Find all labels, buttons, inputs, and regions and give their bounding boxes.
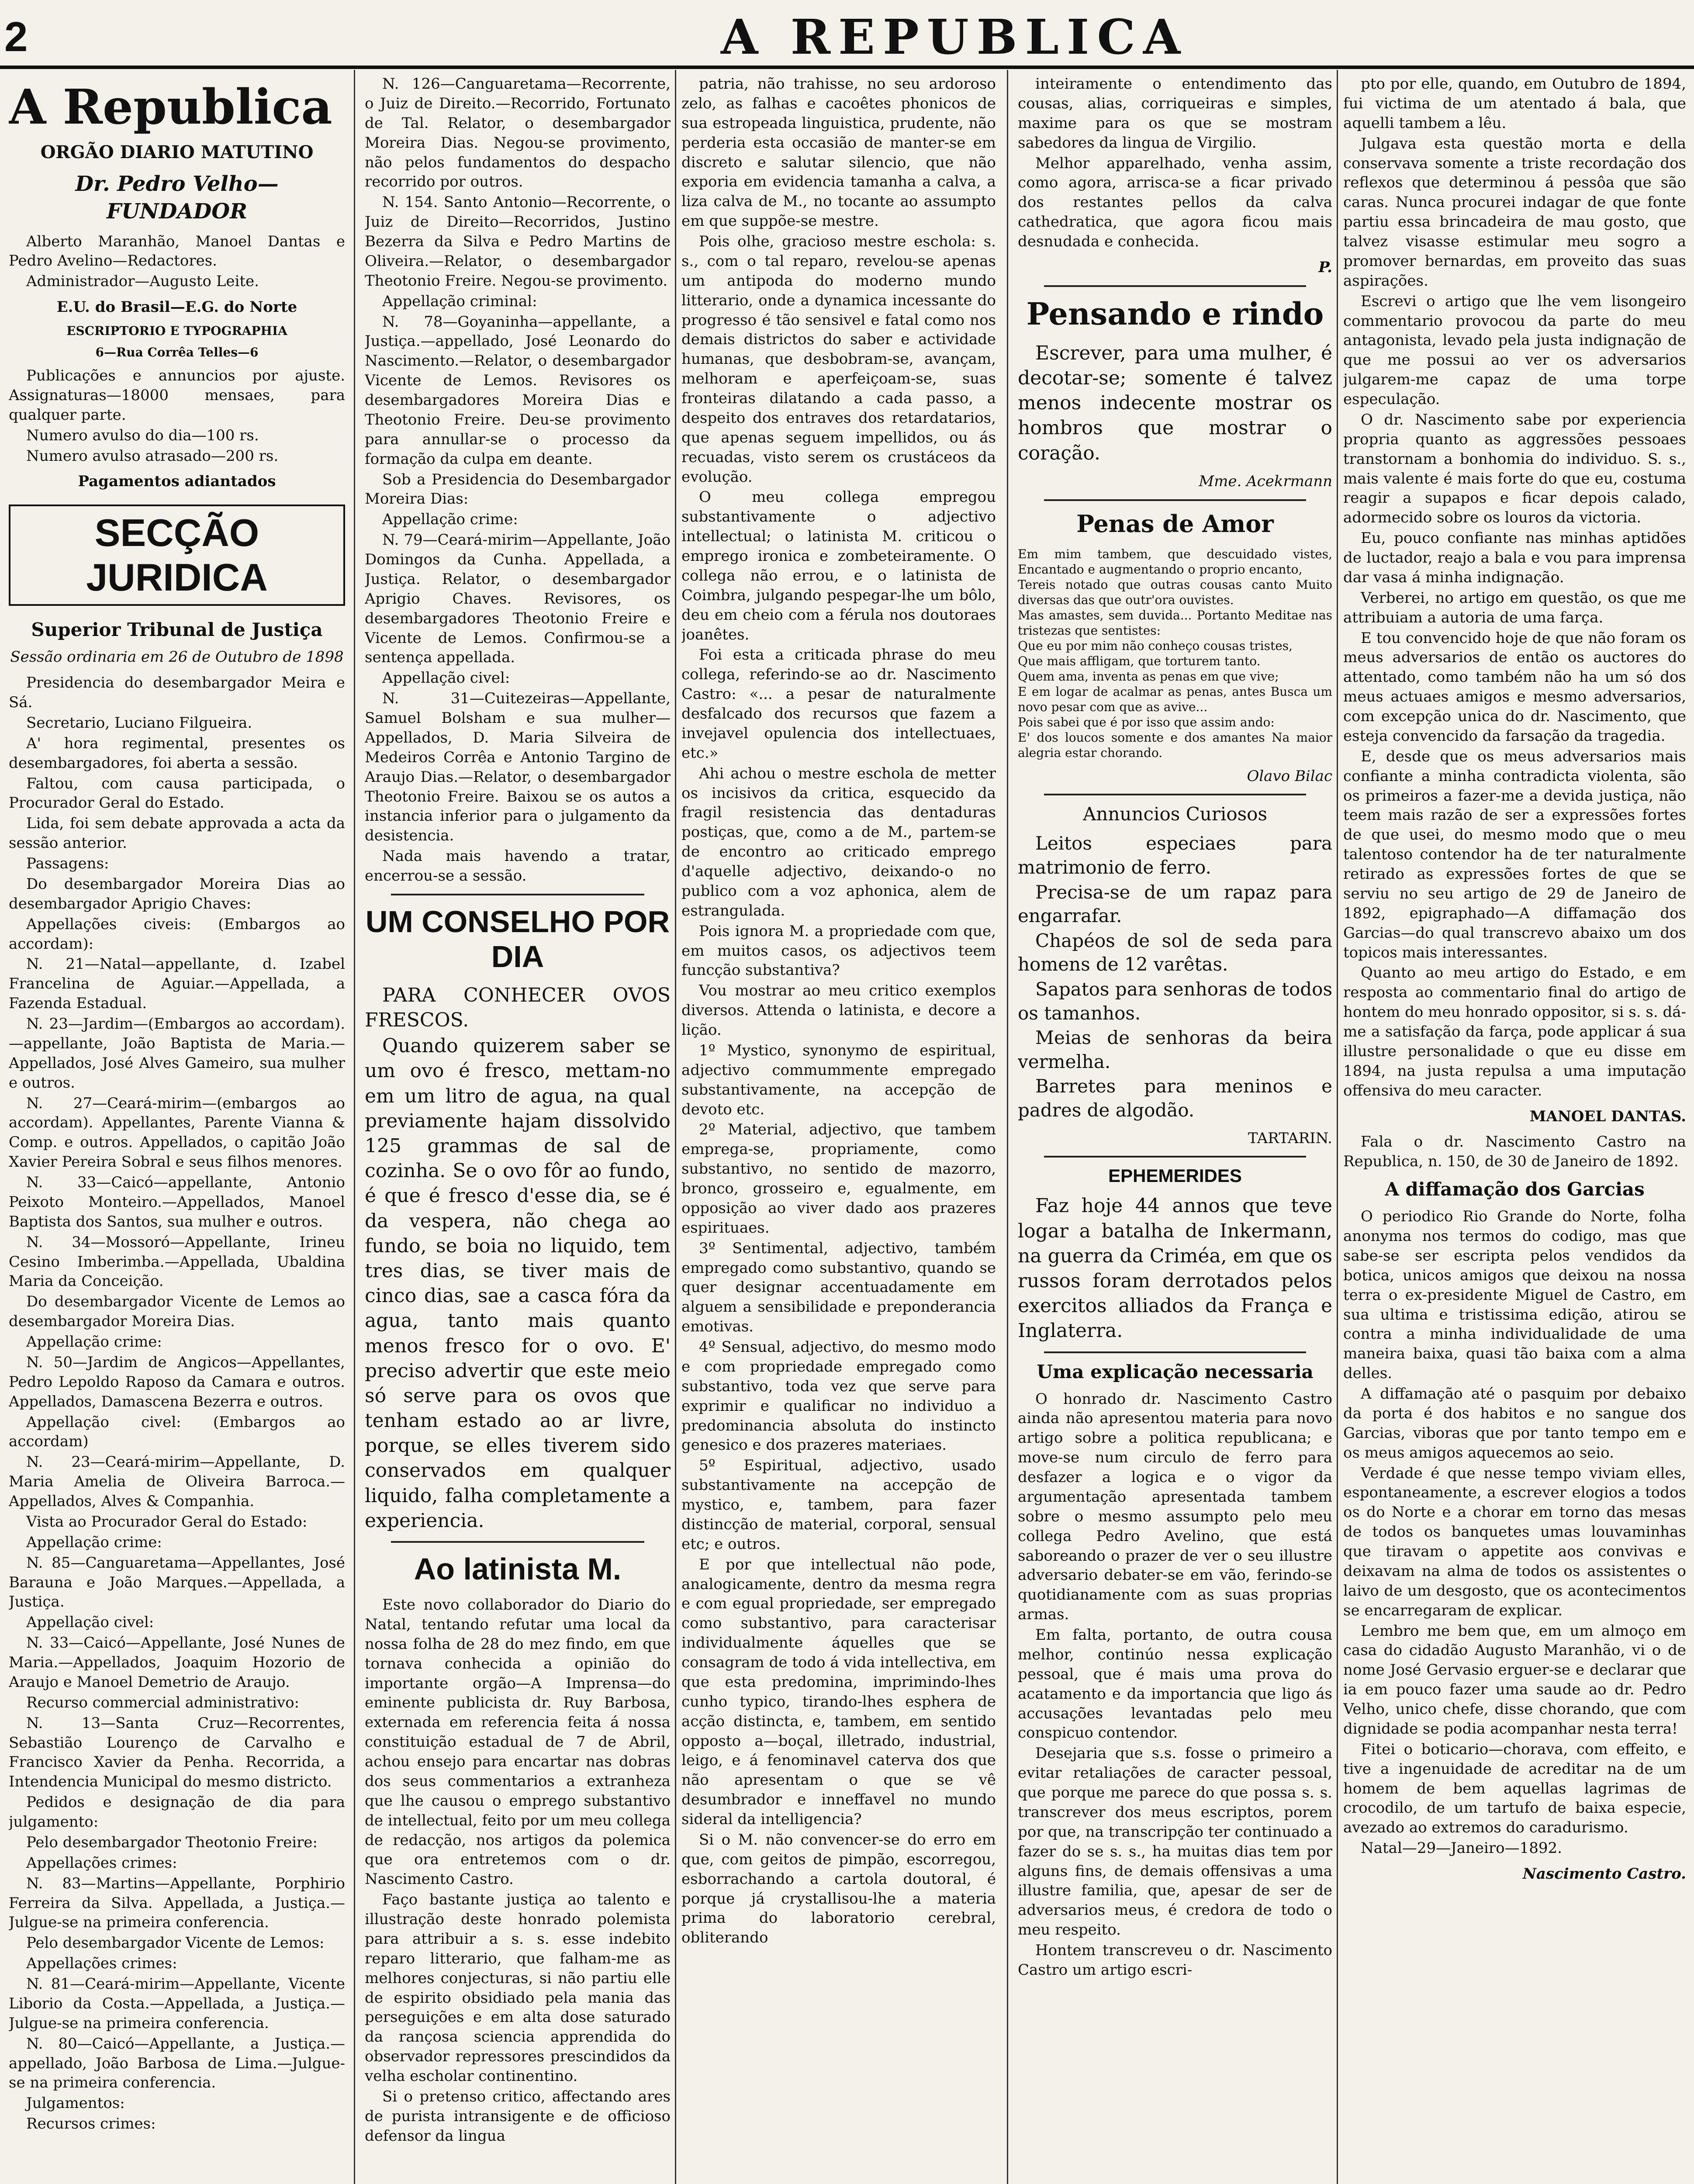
text-paragraph: N. 23—Ceará-mirim—Appellante, D. Maria Amelia de Oliveira Barroca.—Appellados, Alves & Companhia.	[9, 1453, 345, 1510]
pensando-text: Escrever, para uma mulher, é decotar-se; somente é talvez menos indecente mostrar os hombros que mostrar o coração.	[1018, 342, 1332, 464]
text-paragraph: Do desembargador Moreira Dias ao desembargador Aprigio Chaves:	[9, 875, 345, 912]
text-paragraph: N. 33—Caicó—Appellante, José Nunes de Maria.—Appellados, Joaquim Hozorio de Araujo e Manoel Demetrio de Araujo.	[9, 1634, 345, 1691]
latinista-heading: Ao latinista M.	[414, 1552, 622, 1586]
text-paragraph: Vista ao Procurador Geral do Estado:	[26, 1513, 308, 1531]
text-paragraph: Vou mostrar ao meu critico exemplos diversos. Attenda o latinista, e decore a lição.	[681, 982, 996, 1039]
divider	[1044, 1156, 1306, 1158]
text-paragraph: Appellação civel:	[26, 1614, 154, 1631]
text-paragraph: Do desembargador Vicente de Lemos ao desembargador Moreira Dias.	[9, 1293, 345, 1330]
text-paragraph: Pois ignora M. a propriedade com que, em muitos casos, os adjectivos teem funcção substantiva?	[681, 922, 996, 979]
paper-name: A Republica	[9, 79, 332, 135]
text-paragraph: Pois olhe, gracioso mestre eschola: s. s., com o tal reparo, revelou-se apenas um antipoda do moderno mundo litterario, onde a dynamica incessante do progresso é tão sensivel e fatal como nos demais districtos do saber e actividade humanas, que desbobram-se, avançam, melhoram e aperfeiçoam-se, suas fronteiras dilatando a cada passo, a despeito dos entraves dos retardatarios, que apenas seguem impellidos, ou ás recuadas, visto serem os crustáceos da evolução.	[681, 233, 996, 486]
text-paragraph: 1º Mystico, synonymo de espiritual, adjectivo commummente empregado substantivamente, na accepção de devoto etc.	[681, 1041, 996, 1118]
text-paragraph: Appellação crime:	[382, 511, 518, 529]
divider	[1044, 285, 1306, 287]
text-paragraph: Si o pretenso critico, affectando ares de purista intransigente e de officioso defensor da lingua	[365, 2087, 671, 2145]
text-paragraph: Verdade é que nesse tempo viviam elles, espontaneamente, a escrever elogios a todos os do Norte e a chorar em torno das mesas de todos os banquetes umas louvaminhas que tiravam o appetite aos convivas e deixavam na alma de todos os assistentes o laivo de um desgosto, que os acontecimentos se encarregaram de explicar.	[1343, 1464, 1686, 1619]
text-paragraph: N. 33—Caicó—appellante, Antonio Peixoto Monteiro.—Appellados, Manoel Baptista dos Santos, sua mulher e outros.	[9, 1174, 345, 1230]
masthead	[0, 0, 1694, 69]
text-paragraph: Si o M. não convencer-se do erro em que, com geitos de pimpão, escorregou, esborrachando a cartola doutoral, é porque já crystallisou-lhe a materia prima do laboratorio cerebral, obliterando	[681, 1831, 996, 1947]
text-paragraph: Foi esta a criticada phrase do meu collega, referindo-se ao dr. Nascimento Castro: «... a pesar de naturalmente desfalcado dos recursos que fazem a invejavel opulencia dos intellectuaes, etc.»	[681, 646, 996, 762]
column-rule	[675, 70, 676, 2184]
text-paragraph: N. 83—Martins—Appellante, Porphirio Ferreira da Silva. Appellada, a Justiça.—Julgue-se na primeira conferencia.	[9, 1874, 345, 1932]
divider	[391, 1541, 644, 1543]
explicacao-text	[1018, 1389, 1332, 1980]
price-today: Numero avulso do dia—100 rs.	[26, 426, 259, 444]
text-paragraph: Leitos especiaes para matrimonio de ferro.	[1018, 833, 1332, 878]
text-paragraph: pto por elle, quando, em Outubro de 1894, fui victima de um atentado á bala, que aquelli tambem a lêu.	[1343, 75, 1686, 132]
text-paragraph: Recursos crimes:	[26, 2115, 156, 2133]
garcias-text	[1343, 1207, 1686, 1838]
divider	[1044, 1351, 1306, 1353]
text-paragraph: Em falta, portanto, de outra cousa melhor, continúo nessa explicação pessoal, que é mais uma prova do acatamento e da importancia que ligo ás accusações levantadas pelo meu conspicuo contendor.	[1018, 1626, 1332, 1742]
editors: Alberto Maranhão, Manoel Dantas e Pedro Avelino—Redactores.	[9, 232, 345, 270]
latinista-end	[1018, 74, 1332, 252]
text-paragraph: O meu collega empregou substantivamente o adjectivo intellectual; o latinista M. criticou o emprego ironica e zombeteiramente. O collega não errou, e o latinista de Coimbra, julgando pespegar-lhe um bôlo, deu em cheio com a férula nos doutoraes joanêtes.	[681, 488, 996, 643]
text-paragraph: N. 154. Santo Antonio—Recorrente, o Juiz de Direito—Recorridos, Justino Bezerra da Silva e Pedro Martins de Oliveira.—Relator, o desembargador Theotonio Freire. Negou-se provimento.	[365, 194, 671, 290]
text-paragraph: Desejaria que s.s. fosse o primeiro a evitar retaliações de caracter pessoal, que porque me parece do que possa s. s. transcrever dos meus escriptos, porem por que, na transcripção ter continuado a fazer do se s. s., ha muitas dias tem por alguns fins, de demais offensivas a uma illustre familia, que, apesar de ser de adversarios meus, é credora de todo o meu respeito.	[1018, 1745, 1332, 1939]
text-paragraph: Barretes para meninos e padres de algodão.	[1018, 1075, 1332, 1121]
text-paragraph: Appellação criminal:	[382, 292, 537, 310]
divider	[391, 894, 644, 895]
penas-poem	[1018, 546, 1332, 760]
pensando-author: Mme. Acekrmann	[1199, 472, 1332, 490]
text-paragraph: E em logar de acalmar as penas, antes Busca um novo pesar com que as avive...	[1018, 684, 1332, 714]
payment-note: Pagamentos adiantados	[78, 473, 276, 491]
text-paragraph: Appellações civeis: (Embargos ao accordam):	[9, 915, 345, 953]
text-paragraph: Appellação crime:	[26, 1333, 162, 1351]
text-paragraph: Mas amastes, sem duvida... Portanto Meditae nas tristezas que sentistes:	[1018, 608, 1332, 638]
column-rule	[354, 70, 355, 2184]
text-paragraph: Meias de senhoras da beira vermelha.	[1018, 1027, 1332, 1072]
text-paragraph: Quem ama, inventa as penas em que vive;	[1018, 669, 1279, 684]
text-paragraph: Presidencia do desembargador Meira e Sá.	[9, 674, 345, 712]
text-paragraph: Faço bastante justiça ao talento e illustração deste honrado polemista para attribuir a s. s. esse indebito reparo litterario, que falham-me as melhores conjecturas, si não partiu elle de espirito obsidiado pela mania das perseguições e em alta dose saturado da rançosa sciencia apprendida do observador repressores prescindidos da velha escholar continentino.	[365, 1891, 671, 2085]
garcias-intro: Fala o dr. Nascimento Castro na Republica, n. 150, de 30 de Janeiro de 1892.	[1343, 1133, 1686, 1171]
juridical-text	[9, 673, 345, 2134]
text-paragraph: N. 31—Cuitezeiras—Appellante, Samuel Bolsham e sua mulher—Appellados, D. Maria Silveira de Medeiros Corrêa e Antonio Targino de Araujo Dias.—Relator, o desembargador Theotonio Freire. Baixou se os autos a instancia inferior para o julgamento da desistencia.	[365, 690, 671, 845]
text-paragraph: 2º Material, adjectivo, que tambem emprega-se, propriamente, como substantivo, no sentido de mazorro, bronco, grosseiro e, egualmente, em opposição ao viver dado aos prazeres espirituaes.	[681, 1121, 996, 1237]
text-paragraph: 5º Espiritual, adjectivo, usado substantivamente na accepção de mystico, e, tambem, para fazer distincção de material, corporal, sensual etc; e outros.	[681, 1457, 996, 1553]
latinista-continued	[681, 74, 996, 1948]
text-paragraph: N. 126—Canguaretama—Recorrente, o Juiz de Direito.—Recorrido, Fortunato de Tal. Relator, o desembargador Moreira Dias. Negou-se provimento, não pelos fundamentos do despacho recorrido por outros.	[365, 75, 671, 191]
session-date: Sessão ordinaria em 26 de Outubro de 1898	[10, 648, 344, 666]
text-paragraph: Quanto ao meu artigo do Estado, e em resposta ao commentario final do artigo de hontem do meu honrado oppositor, si s. s. dá-me a satisfação da farça, pode applicar á sua illustre personalidade o que eu disse em 1894, na justa repulsa a uma imputação offensiva do meu caracter.	[1343, 964, 1686, 1099]
explicacao-continued	[1343, 74, 1686, 1101]
text-paragraph: Appellações crimes:	[26, 1955, 177, 1973]
text-paragraph: 4º Sensual, adjectivo, do mesmo modo e com propriedade empregado como substantivo, toda vez que serve para exprimir e qualificar no individuo a predominancia absoluta do instincto genesico e dos prazeres materiaes.	[681, 1338, 996, 1454]
text-paragraph: E' dos loucos somente e dos amantes Na maior alegria estar chorando.	[1018, 730, 1332, 760]
text-paragraph: N. 80—Caicó—Appellante, a Justiça.—appellado, João Barbosa de Lima.—Julgue-se na primeira conferencia.	[9, 2035, 345, 2092]
annuncios-heading: Annuncios Curiosos	[1082, 803, 1268, 825]
ephemerides-heading: EPHEMERIDES	[1108, 1165, 1242, 1186]
page-number: 2	[4, 14, 28, 60]
text-paragraph: N. 27—Ceará-mirim—(embargos ao accordam). Appellantes, Parente Vianna & Comp. e outros. Appellados, o capitão João Xavier Pereira Sobral e seus filhos menores.	[9, 1094, 345, 1171]
penas-heading: Penas de Amor	[1076, 509, 1274, 538]
column-3	[681, 74, 996, 2184]
text-paragraph: inteiramente o entendimento das cousas, alias, corriqueiras e simples, maxime para os que se mostram sabedores da lingua de Virgilio.	[1018, 75, 1332, 152]
text-paragraph: O periodico Rio Grande do Norte, folha anonyma nos termos do codigo, mas que sabe-se ser escripta pelos vendidos da botica, unicos amigos que deixou na nossa terra o ex-presidente Miguel de Castro, em sua ultima e tristissima edição, atirou se contra a minha individualidade de uma maneira baixa, quasi tão baixa com a alma delles.	[1343, 1208, 1686, 1382]
divider	[1044, 794, 1306, 795]
text-paragraph: Verberei, no artigo em questão, os que me attribuiam a autoria de uma farça.	[1343, 589, 1686, 626]
text-paragraph: Secretario, Luciano Filgueira.	[26, 714, 252, 732]
text-paragraph: PARA CONHECER OVOS FRESCOS.	[365, 984, 671, 1032]
text-paragraph: Melhor apparelhado, venha assim, como agora, arrisca-se a ficar privado dos restantes pellos da calva cathedratica, que agora ficou mais desnudada e conhecida.	[1018, 154, 1332, 250]
office: ESCRIPTORIO E TYPOGRAPHIA	[66, 324, 287, 339]
conselho-heading: UM CONSELHO POR DIA	[365, 904, 670, 974]
column-rule	[1337, 70, 1338, 2184]
ephemerides-text: Faz hoje 44 annos que teve logar a batalha de Inkermann, na guerra da Criméa, em que os russos foram derrotados pelos exercitos alliados da França e Inglaterra.	[1018, 1195, 1332, 1342]
text-paragraph: Pelo desembargador Theotonio Freire:	[26, 1833, 318, 1851]
text-paragraph: Julgamentos:	[26, 2094, 125, 2112]
column-rule	[1007, 70, 1008, 2184]
text-paragraph: Appellação civel:	[382, 669, 510, 687]
garcias-heading: A diffamação dos Garcias	[1385, 1178, 1645, 1200]
administrator: Administrador—Augusto Leite.	[26, 273, 259, 290]
text-paragraph: Chapéos de sol de seda para homens de 12 varêtas.	[1018, 930, 1332, 975]
text-paragraph: Quando quizerem saber se um ovo é fresco, mettam-no em um litro de agua, na qual previamente hajam dissolvido 125 grammas de sal de cozinha. Se o ovo fôr ao fundo, é que é fresco d'esse dia, se é da vespera, não chega ao fundo, se boia no liquido, tem tres dias, se tiver mais de cinco dias, sae a casca fóra da agua, tanto mais quanto menos fresco for o ovo. E' preciso advertir que este meio só serve para os ovos que tenham estado ao ar livre, porque, se elles tiverem sido conservados em qualquer liquido, falha completamente a experiencia.	[365, 1035, 671, 1532]
text-paragraph: Hontem transcreveu o dr. Nascimento Castro um artigo escri-	[1018, 1942, 1332, 1979]
text-paragraph: Que eu por mim não conheço cousas tristes,	[1018, 638, 1293, 653]
text-paragraph: N. 21—Natal—appellante, d. Izabel Francelina de Aguiar.—Appellada, a Fazenda Estadual.	[9, 955, 345, 1013]
text-paragraph: Pedidos e designação de dia para julgamento:	[9, 1794, 345, 1831]
text-paragraph: Lida, foi sem debate approvada a acta da sessão anterior.	[9, 815, 345, 852]
column-4	[1018, 74, 1332, 2184]
text-paragraph: O honrado dr. Nascimento Castro ainda não apresentou materia para novo artigo sobre a politica republicana; e move-se num circulo de ferro para desfazer a logica e o vigor da argumentação apresentada tambem sobre o mesmo assumpto pelo meu collega Pedro Avelino, que está saboreando o prazer de ver o seu illustre adversario debater-se em vão, ferindo-se quotidianamente com as suas proprias armas.	[1018, 1390, 1332, 1624]
court-heading: Superior Tribunal de Justiça	[31, 619, 323, 641]
text-paragraph: Sapatos para senhoras de todos os tamanhos.	[1018, 978, 1332, 1024]
text-paragraph: N. 23—Jardim—(Embargos ao accordam).—appellante, João Baptista de Maria.—Appellados, José Alves Gameiro, sua mulher e outros.	[9, 1015, 345, 1092]
text-paragraph: Fitei o boticario—chorava, com effeito, e tive a ingenuidade de acreditar na de um homem de bem aquellas lagrimas de crocodilo, de um tartufo de baixa especie, avezado ao extremos do caradurismo.	[1343, 1740, 1686, 1837]
signature-castro: Nascimento Castro.	[1522, 1865, 1686, 1883]
text-paragraph: Pelo desembargador Vicente de Lemos:	[26, 1934, 325, 1952]
text-paragraph: A' hora regimental, presentes os desembargadores, foi aberta a sessão.	[9, 734, 345, 772]
text-paragraph: Tereis notado que outras cousas canto Muito diversas das que outr'ora ouvistes.	[1018, 577, 1332, 607]
text-paragraph: A diffamação até o pasquim por debaixo da porta é dos habitos e no sangue dos Garcias, viboras que por tanto tempo em e os meus amigos aquecemos ao seio.	[1343, 1385, 1686, 1462]
text-paragraph: N. 78—Goyaninha—appellante, a Justiça.—appellado, José Leonardo do Nascimento.—Relator, o desembargador Vicente de Lemos. Revisores os desembargadores Moreira Dias e Theotonio Freire. Deu-se provimento para annullar-se o processo da formação da culpa em deante.	[365, 313, 671, 468]
text-paragraph: Em mim tambem, que descuidado vistes, Encantado e augmentando o proprio encanto,	[1018, 546, 1332, 577]
text-paragraph: Este novo collaborador do Diario do Natal, tentando refutar uma local da nossa folha de 28 do mez findo, em que tornava conhecida a opinião do importante orgão—A Imprensa—do eminente publicista dr. Ruy Barbosa, externada em referencia feita á nossa constituição estadual de 7 de Abril, achou ensejo para encartar nas dobras dos seus commentarios a extranheza que lhe causou o emprego substantivo de intellectual, feito por um meu collega de redacção, nos artigos da polemica que ora entretemos com o dr. Nascimento Castro.	[365, 1596, 671, 1888]
signature-p: P.	[1318, 258, 1332, 276]
text-paragraph: E por que intellectual não pode, analogicamente, dentro da mesma regra e com egual propriedade, ser empregado como substantivo, para caracterisar individualmente áquelles que se consagram de todo á vida intellectiva, em que esta predomina, imprimindo-lhes cunho typico, tirando-lhes esphera de acção distincta, e, tambem, em sentido opposto a—boçal, illetrado, industrial, leigo, e á fenominavel caterva dos que não apresentam o que se vê desumbrador e inneffavel no mundo sideral da intelligencia?	[681, 1555, 996, 1828]
text-paragraph: Appellações crimes:	[26, 1854, 177, 1872]
founder: Dr. Pedro Velho—FUNDADOR	[75, 171, 279, 224]
column-5	[1343, 74, 1686, 2184]
text-paragraph: patria, não trahisse, no seu ardoroso zelo, as falhas e cacoêtes phonicos de sua estropeada linguistica, prudente, não perderia esta occasião de manter-se em discreto e salutar silencio, que não exporia em evidencia tamanha a calva, a liza calva de M., no tocante ao assumpto em que suppõe-se mestre.	[681, 75, 996, 230]
text-paragraph: N. 79—Ceará-mirim—Appellante, João Domingos da Cunha. Appellada, a Justiça. Relator, o desembargador Aprigio Chaves. Revisores, os desembargadores Theotonio Freire e Vicente de Lemos. Confirmou-se a sentença appellada.	[365, 531, 671, 667]
text-paragraph: Recurso commercial administrativo:	[26, 1693, 300, 1711]
text-paragraph: Lembro me bem que, em um almoço em casa do cidadão Augusto Maranhão, vi o de nome José Gervasio erguer-se e declarar que ia em pouco fazer uma saude ao dr. Pedro Velho, unico chefe, disse chorando, que com dignidade se podia acompanhar nesta terra!	[1343, 1622, 1686, 1738]
text-paragraph: Passagens:	[26, 855, 109, 873]
text-paragraph: N. 13—Santa Cruz—Recorrentes, Sebastião Lourenço de Carvalho e Francisco Xavier da Penha. Recorrida, a Intendencia Municipal do mesmo districto.	[9, 1714, 345, 1791]
pensando-heading: Pensando e rindo	[1026, 295, 1324, 332]
text-paragraph: Sob a Presidencia do Desembargador Moreira Dias:	[365, 470, 671, 508]
divider	[1044, 499, 1306, 501]
text-paragraph: Eu, pouco confiante nas minhas aptidões de luctador, reajo a bala e vou para imprensa dar vasa á minha indignação.	[1343, 529, 1686, 586]
text-paragraph: Appellação crime:	[26, 1533, 162, 1551]
annuncios-list	[1018, 832, 1332, 1122]
column-2	[365, 74, 671, 2184]
latinista-text	[365, 1595, 671, 2146]
street: 6—Rua Corrêa Telles—6	[95, 345, 259, 360]
text-paragraph: Julgava esta questão morta e della conservava somente a triste recordação dos reflexos que determinou á pessôa que são caras. Nunca procurei indagar de que fonte partiu essa brincadeira de mau gosto, que talvez visasse estimular meu sogro a promover bernardas, em proveito das suas aspirações.	[1343, 135, 1686, 290]
price-back-issue: Numero avulso atrasado—200 rs.	[26, 447, 279, 465]
ads-info: Publicações e annuncios por ajuste. Assignaturas—18000 mensaes, para qualquer parte.	[9, 367, 345, 424]
text-paragraph: N. 34—Mossoró—Appellante, Irineu Cesino Imberimba.—Appellada, Ubaldina Maria da Conceição.	[9, 1233, 345, 1290]
text-paragraph: 3º Sentimental, adjectivo, também empregado como substantivo, quando se quer designar accentuadamente em alguem a sensibilidade e preponderancia emotivas.	[681, 1239, 996, 1336]
text-paragraph: Appellação civel: (Embargos ao accordam)	[9, 1413, 345, 1451]
tagline: ORGÃO DIARIO MATUTINO	[40, 142, 314, 162]
place: E.U. do Brasil—E.G. do Norte	[56, 298, 297, 316]
penas-author: Olavo Bilac	[1247, 767, 1332, 785]
text-paragraph: E tou convencido hoje de que não foram os meus adversarios de então os auctores do attentado, como também não ha um só dos meus actuaes amigos e mesmo adversarios, com excepção unica do dr. Nascimento, que esteja convencido da farsação da tragedia.	[1343, 629, 1686, 745]
text-paragraph: O dr. Nascimento sabe por experiencia propria quanto as aggressões pessoaes transtornam a bonhomia do individuo. S. s., mais valente é mais forte do que eu, costuma reagir a supapos e ficar depois calado, adormecido sobre os louros da victoria.	[1343, 411, 1686, 527]
text-paragraph: N. 85—Canguaretama—Appellantes, José Barauna e João Marques.—Appellada, a Justiça.	[9, 1554, 345, 1611]
text-paragraph: Faltou, com causa participada, o Procurador Geral do Estado.	[9, 774, 345, 812]
annuncios-author: TARTARIN.	[1248, 1129, 1332, 1147]
explicacao-heading: Uma explicação necessaria	[1037, 1361, 1314, 1382]
text-paragraph: Precisa-se de um rapaz para engarrafar.	[1018, 881, 1332, 927]
text-paragraph: N. 81—Ceará-mirim—Appellante, Vicente Liborio da Costa.—Appellada, a Justiça.—Julgue-se na primeira conferencia.	[9, 1975, 345, 2032]
text-paragraph: E, desde que os meus adversarios mais confiante a minha contradicta violenta, são os primeiros a fazer-me a devida justiça, não teem mais razão de ser a expressões fortes de que usei, do mesmo modo que o meu talentoso contendor ha de ter naturalmente retirado as expressões fortes de que se serviu no seu artigo de 29 de Janeiro de 1892, epigraphado—A diffamação dos Garcias—do qual transcrevo abaixo um dos topicos mais interessantes.	[1343, 747, 1686, 961]
text-paragraph: Nada mais havendo a tratar, encerrou-se a sessão.	[365, 847, 671, 885]
signature-dantas: MANOEL DANTAS.	[1529, 1107, 1686, 1125]
masthead-title: A REPUBLICA	[721, 9, 1189, 65]
text-paragraph: Que mais affligam, que torturem tanto.	[1018, 653, 1261, 668]
column-1	[9, 74, 345, 2184]
text-paragraph: Pois sabei que é por isso que assim ando:	[1018, 715, 1275, 729]
text-paragraph: Ahi achou o mestre eschola de metter os incisivos da critica, esquecido da fragil resistencia das dentaduras postiças, que, como a de M., partem-se de encontro ao criticado emprego d'aquelle adjectivo, deixando-o no publico com a voz aphonica, alem de estrangulada.	[681, 764, 996, 919]
section-title: SECÇÃO JURIDICA	[9, 505, 345, 606]
text-paragraph: Escrevi o artigo que lhe vem lisongeiro commentario provocou da parte do meu antagonista, levado pela justa indignação de que me possui ao ver os adversarios julgarem-me capaz de uma torpe especulação.	[1343, 292, 1686, 408]
judgments-text	[365, 74, 671, 886]
text-paragraph: N. 50—Jardim de Angicos—Appellantes, Pedro Lepoldo Raposo da Camara e outros. Appellados, Damascena Bezerra e outros.	[9, 1353, 345, 1410]
dateline: Natal—29—Janeiro—1892.	[1361, 1839, 1562, 1857]
conselho-text	[365, 983, 671, 1533]
